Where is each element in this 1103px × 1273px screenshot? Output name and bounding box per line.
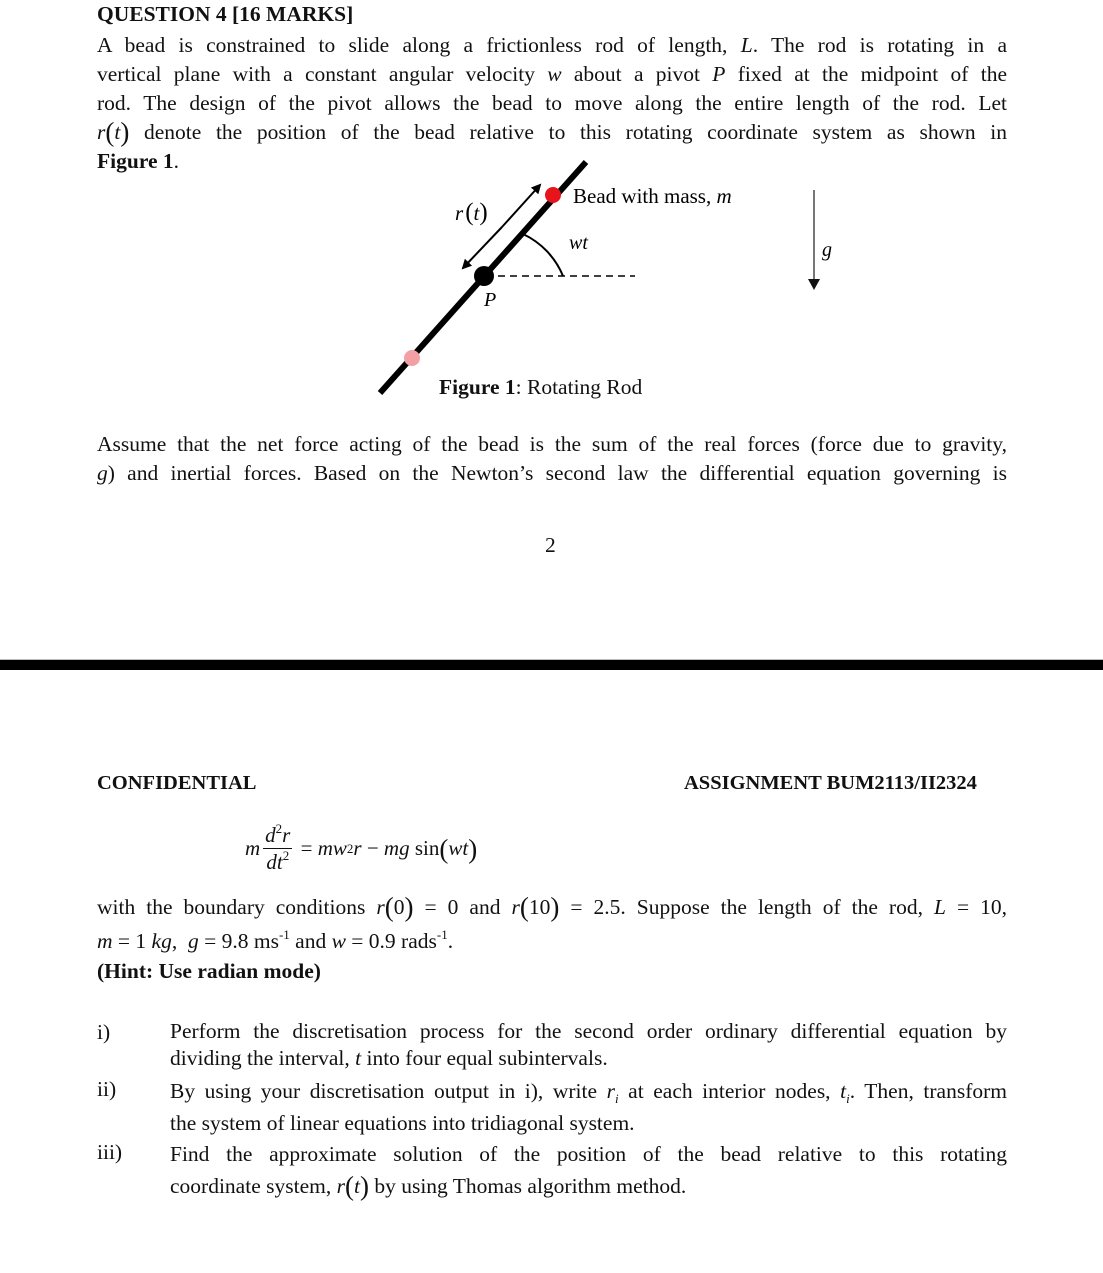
conditions-line-2: m = 1 kg, g = 9.8 $ms^{-1}$ and w = 0.9 rads$^{-1}$.	[97, 927, 454, 953]
bead-label: Bead with mass, m	[573, 184, 732, 208]
hint: (Hint: Use radian mode)	[97, 959, 321, 983]
r-t-label: r(t)	[455, 199, 488, 226]
pivot-point	[474, 266, 494, 286]
assumption-line-2: g) and inertial forces. Based on the Newton’s second law the differential equation governing is	[97, 461, 1007, 485]
page-number: 2	[545, 533, 556, 557]
bead	[545, 187, 561, 203]
assumption-line-1: Assume that the net force acting of the bead is the sum of the real forces (force due to gravity,	[97, 432, 1007, 456]
gravity-arrow-icon	[808, 279, 820, 290]
angle-arc	[523, 234, 563, 276]
figure-caption: Figure 1: Rotating Rod	[439, 375, 643, 399]
bead-ghost	[404, 350, 420, 366]
boundary-conditions-paragraph	[97, 889, 1007, 986]
intro-line-3: rod. The design of the pivot allows the bead to move along the entire length of the rod. Let	[97, 91, 1007, 115]
var-P: P	[712, 62, 726, 86]
intro-line-2: vertical plane with a constant angular velocity w about a pivot P fixed at the midpoint of the	[97, 62, 1008, 86]
header-confidential: CONFIDENTIAL	[97, 772, 257, 794]
rotating-rod-figure	[0, 0, 1103, 420]
derivative-fraction: $\frac{d^2r}{dt^2}$	[265, 821, 291, 874]
intro-line-1: A bead is constrained to slide along a frictionless rod of length, L. The rod is rotating in a	[97, 33, 1007, 57]
intro-line-5: Figure 1.	[97, 149, 180, 173]
var-w: w	[547, 62, 562, 86]
gravity-label: g	[822, 239, 832, 261]
assumption-paragraph	[97, 430, 1007, 488]
pivot-label: P	[484, 289, 497, 311]
figure-reference: Figure 1	[97, 149, 174, 173]
header-assignment-code: ASSIGNMENT BUM2113/II2324	[684, 772, 977, 794]
var-L: L	[740, 33, 753, 57]
conditions-line-1: with the boundary conditions r(0) = 0 and r(10) = 2.5. Suppose the length of the rod, L = 10,	[97, 892, 1007, 922]
intro-line-4: r(t) denote the position of the bead relative to this rotating coordinate system as shown in	[97, 117, 1007, 147]
page-separator	[0, 659, 1103, 670]
governing-equation: m $\frac{d^2r}{dt^2}$ = mw 2 r − mg sin ( wt )	[245, 821, 478, 874]
angle-label: wt	[569, 232, 588, 254]
question-heading: QUESTION 4 [16 MARKS]	[97, 2, 354, 26]
